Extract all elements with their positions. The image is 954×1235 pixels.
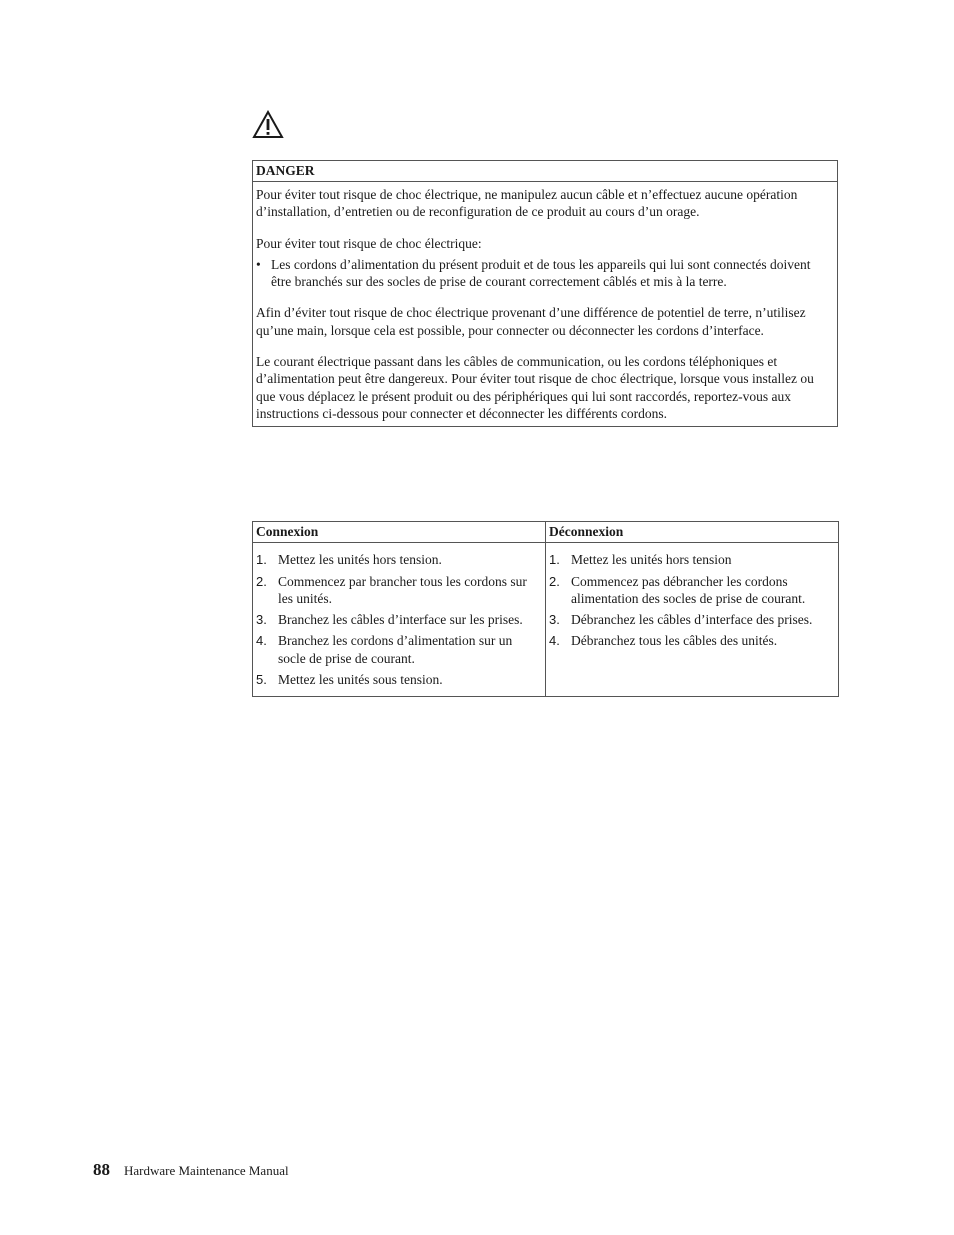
step-number: 2. <box>256 573 267 589</box>
connexion-step-list <box>256 551 539 688</box>
step-text: Branchez les cordons d’alimentation sur un socle de prise de courant. <box>278 633 513 666</box>
table-header-deconnexion: Déconnexion <box>546 522 839 543</box>
danger-paragraph: Afin d’éviter tout risque de choc électrique provenant d’une différence de potentiel de terre, n’utilisez qu’une main, lorsque cela est possible, pour connecter ou déconnecter les cordons d’interface. <box>256 305 806 338</box>
deconnexion-column <box>546 543 839 697</box>
connexion-column <box>253 543 546 697</box>
list-item <box>256 671 539 688</box>
step-number: 4. <box>549 633 560 649</box>
step-text: Débranchez tous les câbles des unités. <box>571 633 778 649</box>
list-item <box>549 551 832 568</box>
list-item <box>256 611 539 628</box>
step-text: Mettez les unités hors tension. <box>278 552 442 568</box>
list-item <box>256 573 539 608</box>
danger-bullet-list <box>256 256 833 291</box>
step-text: Commencez par brancher tous les cordons sur les unités. <box>278 573 527 606</box>
list-item <box>549 573 832 608</box>
bullet-symbol: • <box>256 256 261 272</box>
step-text: Branchez les câbles d’interface sur les prises. <box>278 612 523 628</box>
connection-steps-table <box>252 521 839 697</box>
danger-notice <box>252 160 838 427</box>
danger-paragraph: Le courant électrique passant dans les câbles de communication, ou les cordons téléphoniques et d’alimentation peut être dangereux. Pour éviter tout risque de choc électrique, lorsque vous installez ou que vous déplacez le présent produit ou des périphériques qui lui sont raccordés, reportez-vous aux instructions ci-dessous pour connecter et déconnecter les différents cordons. <box>256 354 814 421</box>
bullet-text: Les cordons d’alimentation du présent produit et de tous les appareils qui lui sont connectés doivent être branchés sur des socles de prise de courant correctement câblés et mis à la terre. <box>271 256 811 290</box>
step-text: Débranchez les câbles d’interface des prises. <box>571 612 813 628</box>
danger-paragraph: Pour éviter tout risque de choc électrique: <box>256 235 482 251</box>
danger-title: DANGER <box>253 161 837 182</box>
step-number: 5. <box>256 672 267 688</box>
step-number: 4. <box>256 633 267 649</box>
step-text: Commencez pas débrancher les cordons alimentation des socles de prise de courant. <box>571 573 806 606</box>
list-item <box>549 611 832 628</box>
step-number: 3. <box>256 612 267 628</box>
page-footer <box>93 1160 289 1180</box>
danger-body <box>253 182 837 426</box>
step-number: 1. <box>549 552 560 568</box>
list-item <box>256 551 539 568</box>
warning-triangle-icon <box>252 110 284 140</box>
list-item <box>549 632 832 649</box>
step-number: 3. <box>549 612 560 628</box>
step-text: Mettez les unités hors tension <box>571 552 732 568</box>
deconnexion-step-list <box>549 551 832 649</box>
table-header-connexion: Connexion <box>253 522 546 543</box>
danger-paragraph: Pour éviter tout risque de choc électrique, ne manipulez aucun câble et n’effectuez aucune opération d’installation, d’entretien ou de reconfiguration de ce produit au cours d’un orage. <box>256 187 798 220</box>
list-item <box>256 632 539 667</box>
step-number: 1. <box>256 552 267 568</box>
bullet-item <box>256 256 833 291</box>
footer-title: Hardware Maintenance Manual <box>124 1163 289 1178</box>
step-text: Mettez les unités sous tension. <box>278 672 443 688</box>
step-number: 2. <box>549 573 560 589</box>
page-number: 88 <box>93 1160 110 1179</box>
